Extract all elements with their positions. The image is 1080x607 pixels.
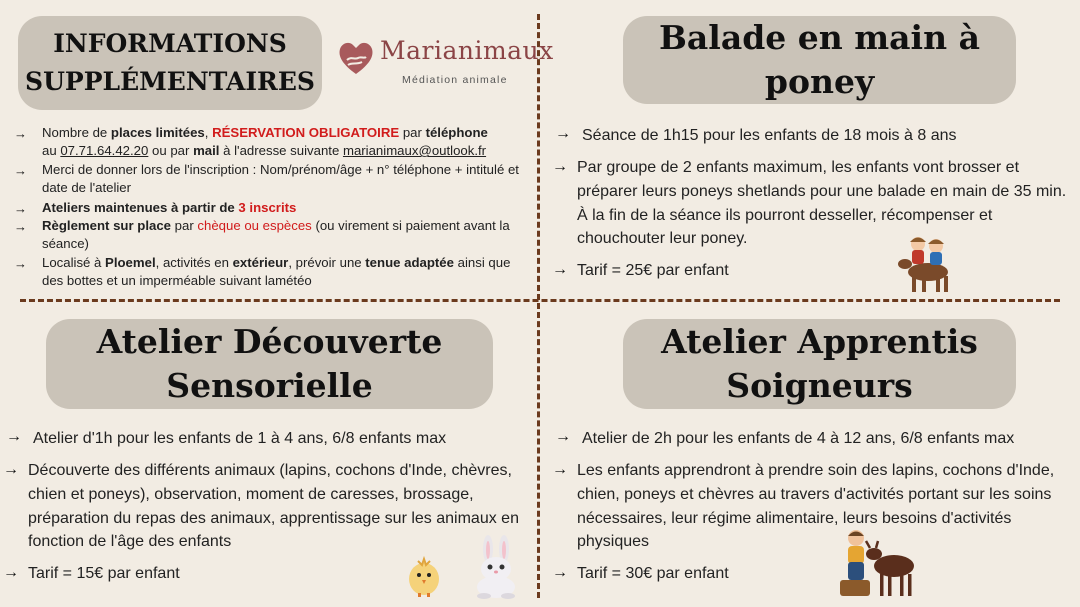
apprentis-title-line2: Soigneurs: [726, 366, 913, 405]
balade-title-box: [623, 16, 1016, 104]
arrow-right-icon: →: [14, 256, 27, 271]
arrow-right-icon: →: [3, 461, 19, 478]
arrow-right-icon: →: [555, 125, 571, 142]
boy-with-goat-illustration-icon: [836, 528, 920, 598]
info-title-line2: SUPPLÉMENTAIRES: [25, 67, 315, 96]
email-link[interactable]: marianimaux@outlook.fr: [342, 143, 487, 159]
apprentis-item-tarif: Tarif = 30€ par enfant: [577, 565, 729, 582]
apprentis-item-description: Les enfants apprendront à prendre soin des lapins, cochons d'Inde, chien, poneys et chèvres au travers d'activités portant sur les soins nécessaires, leur régime alimentaire, leurs besoins d'activités physiques: [577, 462, 1055, 551]
arrow-right-icon: →: [14, 163, 27, 178]
rabbit-illustration-icon: [468, 535, 524, 599]
info-item-localisation: Localisé à Ploemel, activités en extérieur, prévoir une tenue adaptée ainsi que des bottes et un imperméable suivant lamétéo: [42, 255, 511, 289]
decouverte-item-atelier: Atelier d'1h pour les enfants de 1 à 4 ans, 6/8 enfants max: [33, 430, 447, 447]
arrow-right-icon: →: [552, 461, 568, 478]
arrow-right-icon: →: [552, 158, 568, 175]
chick-illustration-icon: [404, 555, 444, 597]
info-item-minimum: Ateliers maintenues à partir de 3 inscrits: [42, 200, 297, 215]
balade-item-tarif: Tarif = 25€ par enfant: [577, 262, 729, 279]
arrow-right-icon: →: [14, 126, 27, 141]
decouverte-title-line1: Atelier Découverte: [96, 322, 443, 361]
info-item-inscription: Merci de donner lors de l'inscription : Nom/prénom/âge + n° téléphone + intitulé et date de l'atelier: [42, 162, 519, 196]
info-title-box: [18, 16, 322, 110]
decouverte-item-description: Découverte des différents animaux (lapins, cochons d'Inde, chèvres, chien et poneys), observation, moment de caresses, brossage, préparation du repas des animaux, apprentissage sur les animaux en fonction de l'âge des enfants: [28, 462, 519, 551]
decouverte-item-tarif: Tarif = 15€ par enfant: [28, 565, 180, 582]
heart-hands-logo-icon: [336, 38, 376, 78]
marianimaux-logo: [336, 34, 554, 94]
balade-item-seance: Séance de 1h15 pour les enfants de 18 mois à 8 ans: [582, 127, 957, 144]
decouverte-title-box: [46, 319, 493, 409]
info-title-line1: INFORMATIONS: [53, 29, 287, 58]
apprentis-title-box: [623, 319, 1016, 409]
phone-link[interactable]: 07.71.64.42.20: [60, 143, 149, 159]
balade-title-line2: poney: [764, 62, 875, 101]
apprentis-title-line1: Atelier Apprentis: [661, 322, 978, 361]
info-item-reservation: Nombre de places limitées, RÉSERVATION OBLIGATOIRE par téléphone au 07.71.64.42.20 ou par mail à l'adresse suivante marianimaux@outlook.fr: [42, 125, 488, 159]
balade-item-description: Par groupe de 2 enfants maximum, les enfants vont brosser et préparer leurs poneys shetlands pour une balade en main de 35 min. À la fin de la séance ils pourront desseller, récompenser et chouchouter leur poney.: [577, 159, 1067, 248]
vertical-divider: [537, 14, 540, 598]
info-item-reglement: Règlement sur place par chèque ou espèces (ou virement si paiement avant la séance): [42, 218, 510, 252]
horizontal-divider: [20, 299, 1060, 302]
arrow-right-icon: →: [6, 428, 22, 445]
arrow-right-icon: →: [552, 564, 568, 581]
decouverte-title-line2: Sensorielle: [166, 366, 373, 405]
logo-tagline: Médiation animale: [402, 74, 508, 86]
arrow-right-icon: →: [552, 261, 568, 278]
logo-name: Marianimaux: [380, 36, 554, 65]
arrow-right-icon: →: [555, 428, 571, 445]
apprentis-item-atelier: Atelier de 2h pour les enfants de 4 à 12 ans, 6/8 enfants max: [582, 430, 1015, 447]
arrow-right-icon: →: [14, 201, 27, 216]
balade-title-line1: Balade en main à: [659, 18, 980, 57]
arrow-right-icon: →: [14, 219, 27, 234]
kids-on-pony-illustration-icon: [896, 230, 958, 294]
arrow-right-icon: →: [3, 564, 19, 581]
